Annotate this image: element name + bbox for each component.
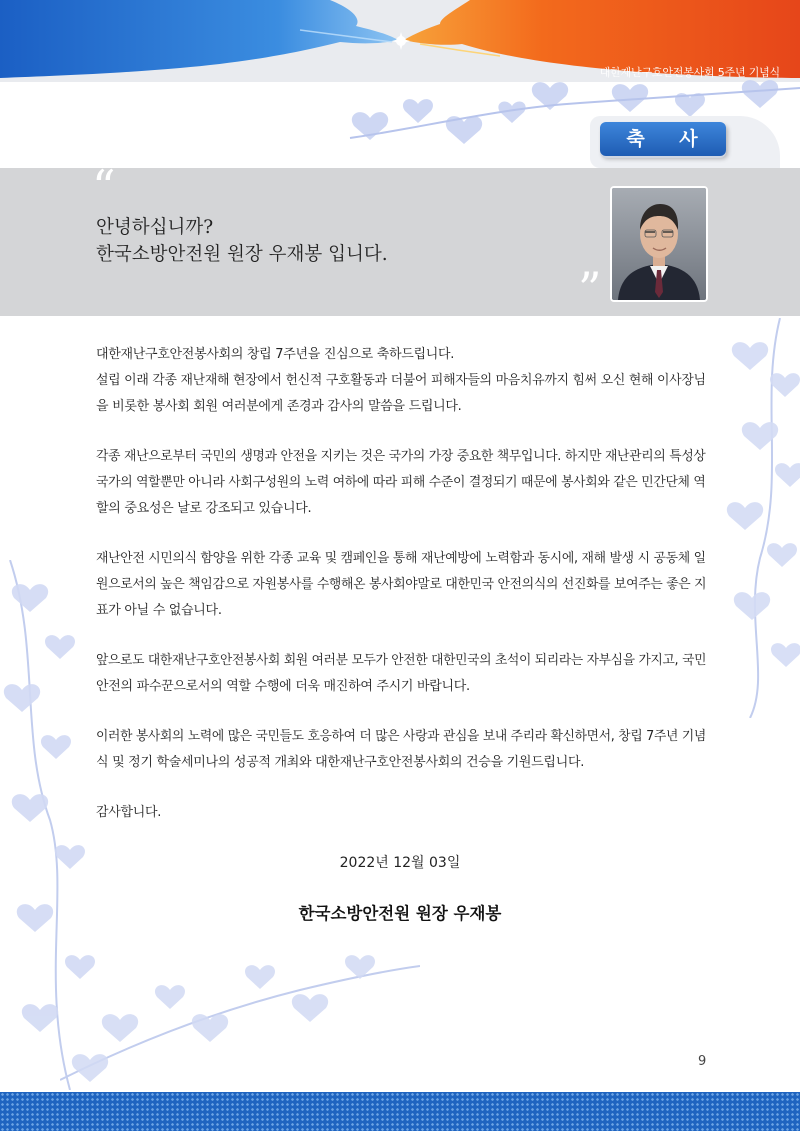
letter-date: 2022년 12월 03일 bbox=[339, 855, 461, 871]
letter-line: 이러한 봉사회의 노력에 많은 국민들도 호응하여 더 많은 사랑과 관심을 보내 주리라 확신하면서, 창립 7주년 기념 bbox=[96, 729, 706, 744]
section-title: 축 사 bbox=[600, 122, 726, 156]
letter-line: 앞으로도 대한재난구호안전봉사회 회원 여러분 모두가 안전한 대한민국의 초석이 되리라는 자부심을 가지고, 국민 bbox=[96, 653, 707, 668]
open-quote-icon: “ bbox=[92, 160, 116, 214]
greeting-line: 안녕하십니까? bbox=[96, 217, 214, 238]
page-number: 9 bbox=[698, 1054, 707, 1069]
letter-line: 안전의 파수꾼으로서의 역할 수행에 더욱 매진하여 주시기 바랍니다. bbox=[96, 679, 470, 694]
heart-leaf-vine-decoration-right bbox=[690, 318, 800, 718]
heart-leaf-vine-decoration-bottom bbox=[60, 930, 420, 1092]
letter-line: 국가의 역할뿐만 아니라 사회구성원의 노력 여하에 따라 피해 수준이 결정되기 때문에 봉사회와 같은 민간단체 역 bbox=[96, 475, 706, 490]
letter-line: 설립 이래 각종 재난재해 현장에서 헌신적 구호활동과 더불어 피해자들의 마음치유까지 힘써 오신 현해 이사장님 bbox=[96, 373, 706, 388]
letter-line: 각종 재난으로부터 국민의 생명과 안전을 지키는 것은 국가의 가장 중요한 책무입니다. 하지만 재난관리의 특성상 bbox=[96, 449, 706, 464]
letter-line: 할의 중요성은 날로 강조되고 있습니다. bbox=[96, 501, 312, 516]
portrait-photo bbox=[610, 186, 708, 302]
letter-line: 감사합니다. bbox=[96, 805, 162, 820]
letter-paragraph bbox=[96, 342, 706, 420]
letter-line: 식 및 정기 학술세미나의 성공적 개최와 대한재난구호안전봉사회의 건승을 기원드립니다. bbox=[96, 755, 585, 770]
footer-band bbox=[0, 1092, 800, 1131]
event-label: 대한재난구호안전봉사회 5주년 기념식 bbox=[599, 66, 780, 79]
close-quote-icon: ” bbox=[578, 262, 602, 316]
letter-body bbox=[96, 342, 706, 850]
portrait-icon bbox=[612, 188, 706, 300]
letter-line: 대한재난구호안전봉사회의 창립 7주년을 진심으로 축하드립니다. bbox=[96, 347, 455, 362]
letter-line: 표가 아닐 수 없습니다. bbox=[96, 603, 222, 618]
letter-paragraph bbox=[96, 444, 706, 522]
letter-line: 재난안전 시민의식 함양을 위한 각종 교육 및 캠페인을 통해 재난예방에 노력함과 동시에, 재해 발생 시 공동체 일 bbox=[96, 551, 706, 566]
letter-paragraph bbox=[96, 800, 706, 826]
letter-line: 원으로서의 높은 책임감으로 자원봉사를 수행해온 봉사회야말로 대한민국 안전의식의 선진화를 보여주는 좋은 지 bbox=[96, 577, 707, 592]
greeting-line: 한국소방안전원 원장 우재봉 입니다. bbox=[96, 244, 388, 265]
letter-line: 을 비롯한 봉사회 회원 여러분에게 존경과 감사의 말씀을 드립니다. bbox=[96, 399, 462, 414]
letter-paragraph bbox=[96, 546, 706, 624]
letter-signature: 한국소방안전원 원장 우재봉 bbox=[298, 904, 502, 923]
letter-paragraph bbox=[96, 724, 706, 776]
letter-paragraph bbox=[96, 648, 706, 700]
greeting bbox=[96, 214, 388, 268]
